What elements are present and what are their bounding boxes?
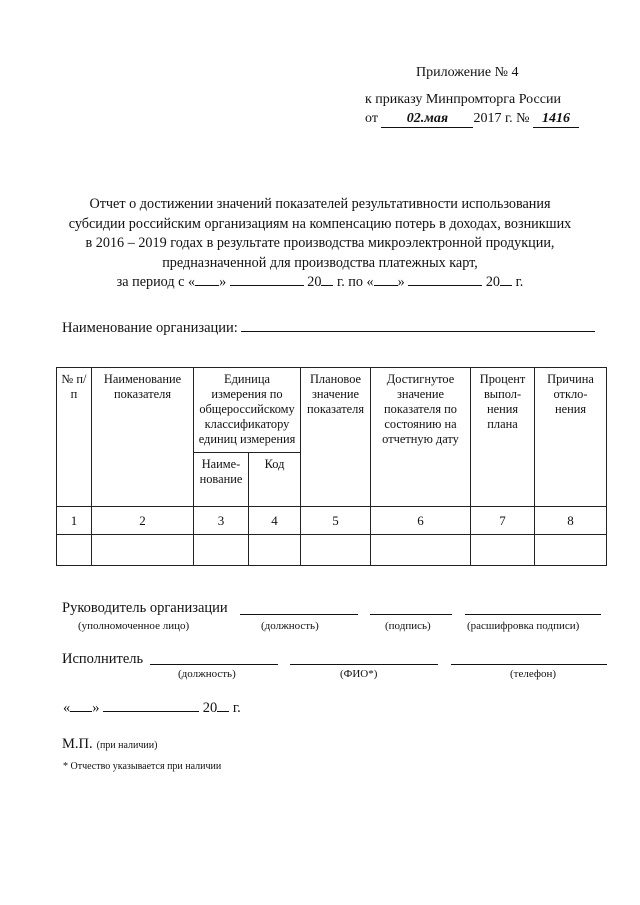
header-unit-code: Код <box>249 453 301 507</box>
period-to-close: » <box>397 274 405 290</box>
empty-data-row <box>57 535 607 566</box>
title-line-1: Отчет о достижении значений показателей результативности использования <box>89 196 551 212</box>
date-suffix: г. <box>232 700 241 716</box>
empty-cell <box>471 535 535 566</box>
empty-cell <box>194 535 249 566</box>
period-to-month-blank <box>408 276 482 286</box>
executor-fio-blank <box>290 664 438 665</box>
appendix-number: Приложение № 4 <box>416 65 519 80</box>
header-unit: Единица измерения по общероссийскому классификатору единиц измерения <box>194 368 301 453</box>
executor-label: Исполнитель <box>62 651 144 667</box>
header-unit-name: Наиме-нование <box>194 453 249 507</box>
period-to-year-blank <box>500 276 512 286</box>
head-decoding-caption: (расшифровка подписи) <box>467 620 580 632</box>
empty-cell <box>301 535 371 566</box>
period-to-century: 20 <box>485 274 501 290</box>
period-to-day-blank <box>374 276 398 286</box>
organization-blank <box>241 319 595 332</box>
title-line-3: в 2016 – 2019 годах в результате производства микроэлектронной продукции, <box>85 235 555 251</box>
col-number: 7 <box>471 507 535 535</box>
header-indicator-name: Наименование показателя <box>92 368 194 507</box>
signature-date <box>63 700 241 717</box>
empty-cell <box>249 535 301 566</box>
order-date-line <box>365 111 579 128</box>
year-text: 2017 г. № <box>473 111 530 126</box>
date-handwritten-field <box>381 111 473 128</box>
executor-fio-caption: (ФИО*) <box>340 668 378 680</box>
executor-position-blank <box>150 664 278 665</box>
head-signature-caption: (подпись) <box>385 620 431 632</box>
empty-cell <box>535 535 607 566</box>
title-line-4: предназначенной для производства платежных карт, <box>162 254 478 271</box>
organization-label: Наименование организации: <box>62 320 238 336</box>
order-number-handwritten: 1416 <box>541 111 570 126</box>
head-signature-row <box>62 600 228 617</box>
period-from-month-blank <box>230 276 304 286</box>
head-position-blank <box>240 614 358 615</box>
empty-cell <box>92 535 194 566</box>
period-from-century: 20 <box>307 274 322 290</box>
report-title <box>40 195 600 293</box>
head-signature-blank <box>370 614 452 615</box>
col-number: 2 <box>92 507 194 535</box>
empty-cell <box>57 535 92 566</box>
column-numbers-row <box>57 507 607 535</box>
head-position-caption: (должность) <box>261 620 319 632</box>
stamp-row <box>62 735 157 753</box>
period-from-day-blank <box>195 276 219 286</box>
period-to-suffix: г. <box>515 274 524 290</box>
footnote: * Отчество указывается при наличии <box>63 761 222 772</box>
report-table <box>56 367 607 566</box>
head-sub-label: (уполномоченное лицо) <box>78 620 190 632</box>
stamp-label: М.П. <box>62 736 93 752</box>
header-reason: Причина откло-нения <box>535 368 607 507</box>
col-number: 6 <box>371 507 471 535</box>
executor-position-caption: (должность) <box>178 668 236 680</box>
period-from-open: за период с « <box>116 274 196 290</box>
date-day-blank <box>70 702 92 712</box>
order-number-field <box>533 111 579 128</box>
period-from-close: » <box>219 274 227 290</box>
period-to-open: г. по « <box>337 274 374 290</box>
empty-cell <box>371 535 471 566</box>
col-number: 4 <box>249 507 301 535</box>
organization-row <box>62 319 595 337</box>
header-number: № п/п <box>57 368 92 507</box>
date-century: 20 <box>202 700 218 716</box>
report-period <box>40 273 600 293</box>
date-prefix: от <box>365 111 378 126</box>
date-close-quote: » <box>92 700 100 716</box>
executor-phone-blank <box>451 664 607 665</box>
period-from-year-blank <box>321 276 333 286</box>
header-achieved-value: Достигнутое значение показателя по состоянию на отчетную дату <box>371 368 471 507</box>
stamp-note: (при наличии) <box>96 740 158 751</box>
date-month-blank <box>103 702 199 712</box>
executor-phone-caption: (телефон) <box>510 668 557 680</box>
date-year-blank <box>217 702 229 712</box>
head-label: Руководитель организации <box>62 600 228 616</box>
head-decoding-blank <box>465 614 601 615</box>
col-number: 5 <box>301 507 371 535</box>
header-plan-value: Плановое значение показателя <box>301 368 371 507</box>
col-number: 8 <box>535 507 607 535</box>
date-handwritten: 02.мая <box>406 111 449 126</box>
order-reference: к приказу Минпромторга России <box>365 92 561 107</box>
col-number: 1 <box>57 507 92 535</box>
title-line-2: субсидии российским организациям на компенсацию потерь в доходах, возникших <box>68 215 572 232</box>
header-percent: Процент выпол-нения плана <box>471 368 535 507</box>
col-number: 3 <box>194 507 249 535</box>
date-open-quote: « <box>63 700 71 716</box>
